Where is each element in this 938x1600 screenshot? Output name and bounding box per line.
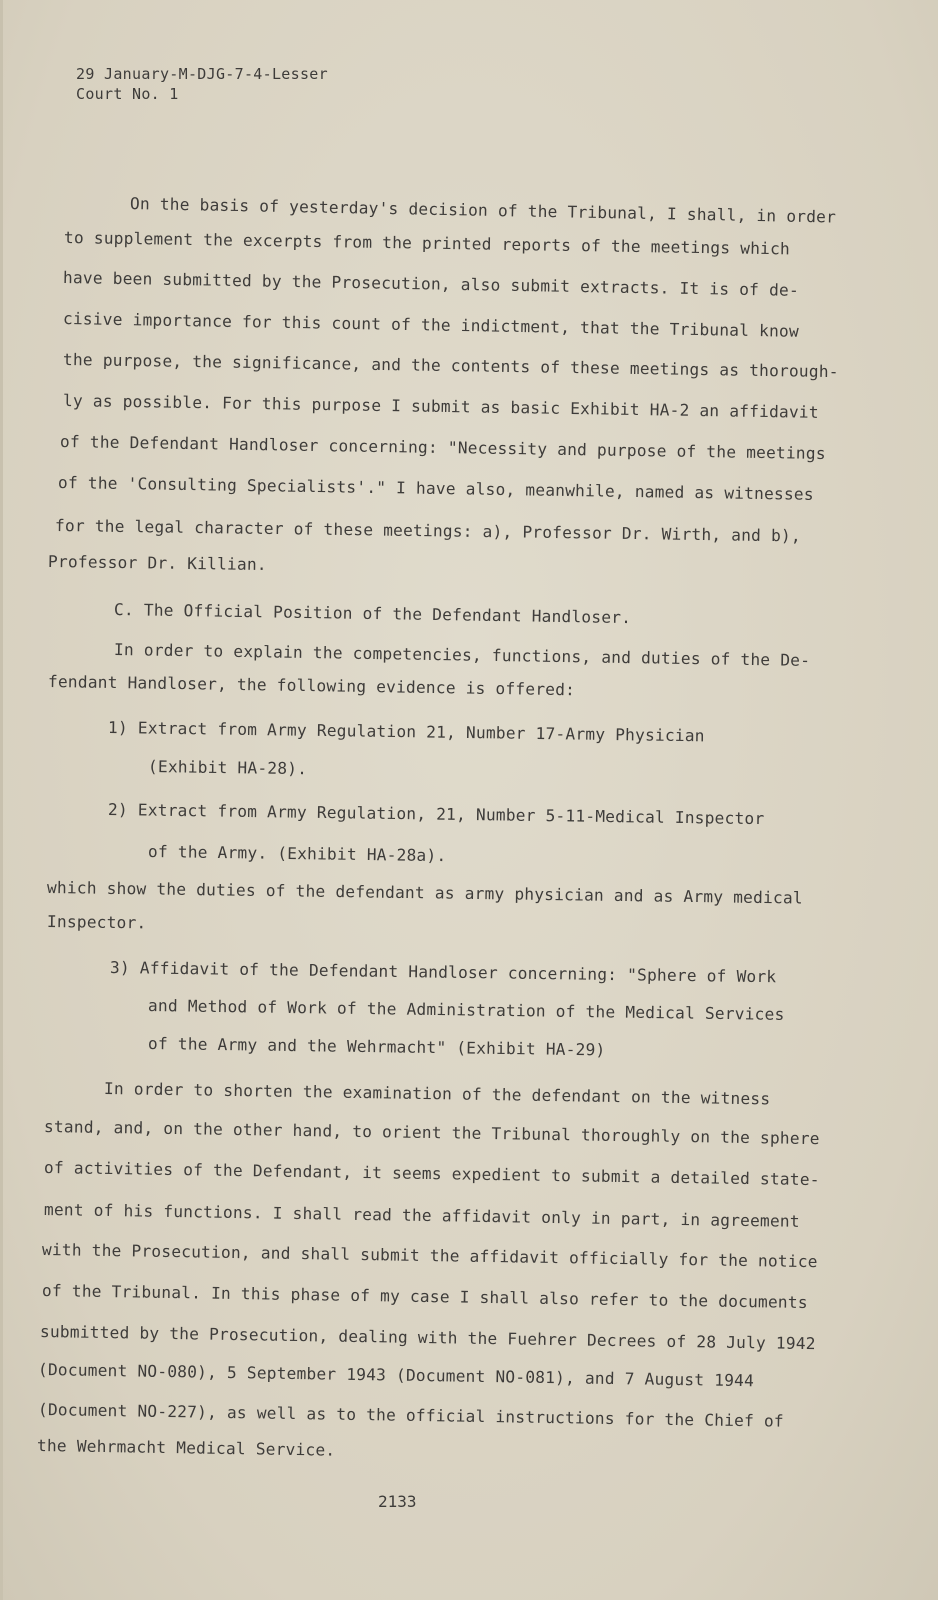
text-line-12: In order to explain the competencies, functions, and duties of the De-	[113, 640, 811, 670]
text-line-6: ly as possible. For this purpose I submit as basic Exhibit HA-2 an affidavit	[62, 391, 819, 422]
text-line-7: of the Defendant Handloser concerning: "Necessity and purpose of the meetings	[59, 432, 826, 464]
header-court: Court No. 1	[76, 85, 179, 103]
text-line-30: (Document NO-080), 5 September 1943 (Document NO-081), and 7 August 1944	[37, 1360, 755, 1391]
list-item-3-line-3: of the Army and the Wehrmacht" (Exhibit HA-29)	[147, 1034, 606, 1060]
text-line-18: which show the duties of the defendant as army physician and as Army medical	[46, 878, 803, 908]
text-line-3: have been submitted by the Prosecution, also submit extracts. It is of de-	[62, 268, 800, 300]
header-reference: 29 January-M-DJG-7-4-Lesser	[76, 65, 328, 83]
text-line-29: submitted by the Prosecution, dealing with the Fuehrer Decrees of 28 July 1942	[39, 1322, 816, 1354]
text-line-32: the Wehrmacht Medical Service.	[36, 1436, 336, 1460]
text-line-4: cisive importance for this count of the indictment, that the Tribunal know	[62, 309, 800, 341]
text-line-24: stand, and, on the other hand, to orient the Tribunal thoroughly on the sphere	[43, 1117, 820, 1149]
list-item-3-line-2: and Method of Work of the Administration of the Medical Services	[147, 996, 785, 1024]
page-number: 2133	[378, 1492, 417, 1511]
text-line-5: the purpose, the significance, and the contents of these meetings as thorough-	[62, 350, 839, 382]
text-line-23: In order to shorten the examination of the defendant on the witness	[103, 1079, 771, 1109]
text-line-13: fendant Handloser, the following evidence is offered:	[47, 672, 576, 700]
text-line-1: On the basis of yesterday's decision of the Tribunal, I shall, in order	[129, 194, 837, 227]
text-line-2: to supplement the excerpts from the printed reports of the meetings which	[63, 228, 791, 259]
list-item-3: 3) Affidavit of the Defendant Handloser concerning: "Sphere of Work	[109, 958, 777, 987]
text-line-8: of the 'Consulting Specialists'." I have also, meanwhile, named as witnesses	[57, 473, 814, 504]
text-line-9: for the legal character of these meetings: a), Professor Dr. Wirth, and b),	[54, 516, 801, 546]
list-item-1: 1) Extract from Army Regulation 21, Number 17-Army Physician	[107, 718, 705, 746]
text-line-28: of the Tribunal. In this phase of my case I shall also refer to the documents	[41, 1281, 808, 1313]
text-line-19: Inspector.	[46, 912, 147, 933]
page-edge	[0, 0, 3, 1600]
list-item-2: 2) Extract from Army Regulation, 21, Number 5-11-Medical Inspector	[107, 800, 765, 829]
text-line-10: Professor Dr. Killian.	[47, 552, 267, 575]
list-item-1-exhibit: (Exhibit HA-28).	[147, 757, 308, 779]
list-item-2-exhibit: of the Army. (Exhibit HA-28a).	[147, 842, 447, 866]
text-line-25: of activities of the Defendant, it seems expedient to submit a detailed state-	[43, 1158, 820, 1190]
section-heading: C. The Official Position of the Defendant Handloser.	[113, 600, 632, 628]
text-line-26: ment of his functions. I shall read the affidavit only in part, in agreement	[43, 1200, 800, 1231]
text-line-27: with the Prosecution, and shall submit the affidavit officially for the notice	[41, 1240, 818, 1272]
text-line-31: (Document NO-227), as well as to the official instructions for the Chief of	[37, 1400, 784, 1431]
